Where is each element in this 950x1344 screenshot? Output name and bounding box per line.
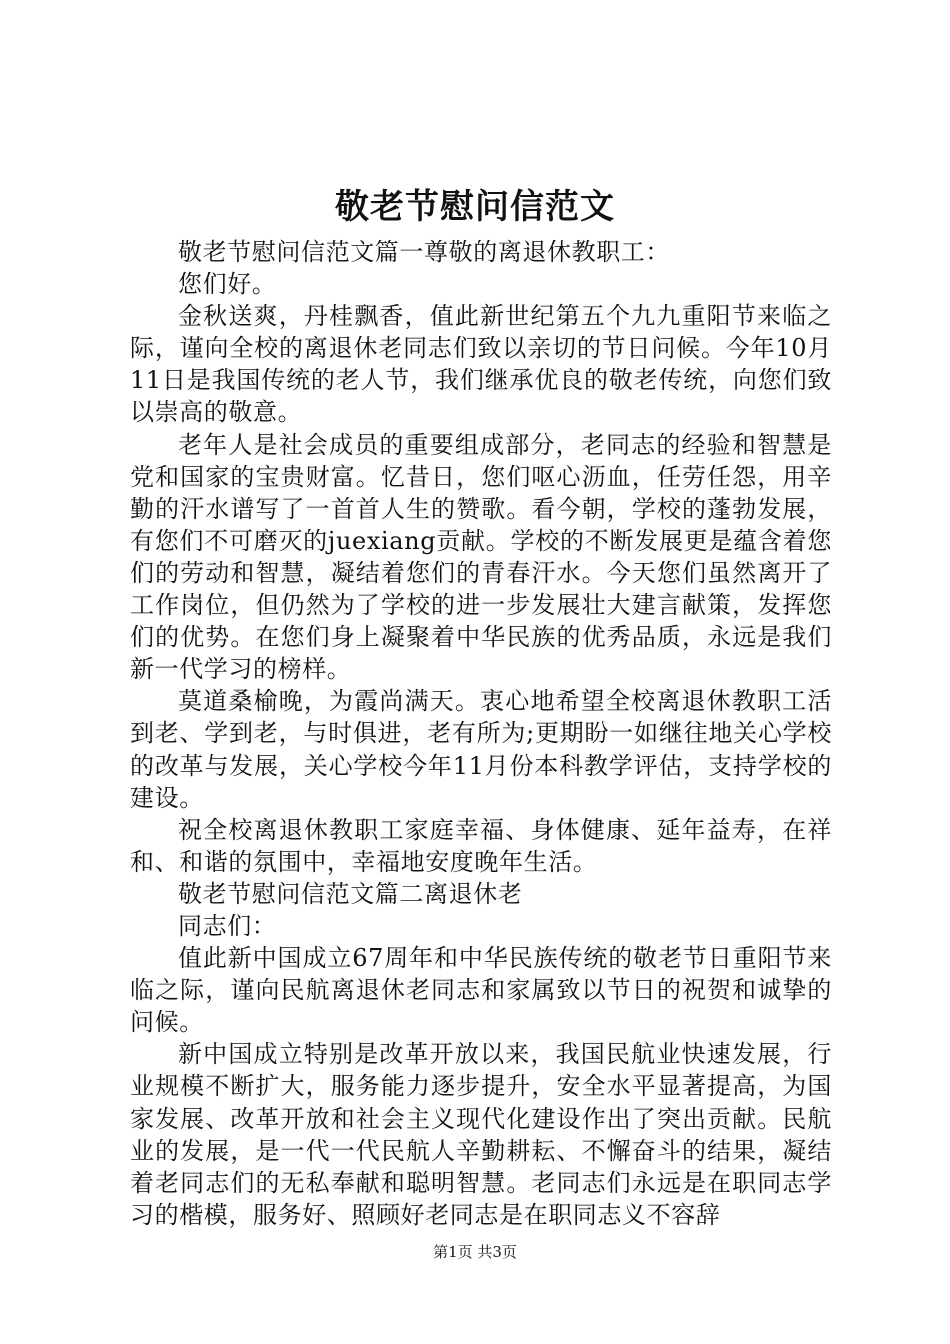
paragraph: 金秋送爽，丹桂飘香，值此新世纪第五个九九重阳节来临之际，谨向全校的离退休老同志们致以亲切的节日问候。今年10月11日是我国传统的老人节，我们继承优良的敬老传统，向您们致以崇高的敬意。 bbox=[130, 302, 832, 427]
paragraph: 新中国成立特别是改革开放以来，我国民航业快速发展，行业规模不断扩大，服务能力逐步提升，安全水平显著提高，为国家发展、改革开放和社会主义现代化建设作出了突出贡献。民航业的发展，是一代一代民航人辛勤耕耘、不懈奋斗的结果，凝结着老同志们的无私奉献和聪明智慧。老同志们永远是在职同志学习的楷模，服务好、照顾好老同志是在职同志义不容辞 bbox=[130, 1040, 832, 1229]
paragraph: 祝全校离退休教职工家庭幸福、身体健康、延年益寿，在祥和、和谐的氛围中，幸福地安度晚年生活。 bbox=[130, 815, 832, 876]
document-body bbox=[130, 236, 832, 1231]
paragraph: 值此新中国成立67周年和中华民族传统的敬老节日重阳节来临之际，谨向民航离退休老同志和家属致以节日的祝贺和诚挚的问候。 bbox=[130, 944, 832, 1037]
paragraph: 莫道桑榆晚，为霞尚满天。衷心地希望全校离退休教职工活到老、学到老，与时俱进，老有所为;更期盼一如继往地关心学校的改革与发展，关心学校今年11月份本科教学评估，支持学校的建设。 bbox=[130, 687, 832, 812]
document-title: 敬老节慰问信范文 bbox=[335, 187, 615, 227]
paragraph: 敬老节慰问信范文篇二离退休老 bbox=[178, 879, 523, 908]
paragraph: 同志们： bbox=[178, 911, 277, 940]
paragraph: 您们好。 bbox=[178, 270, 277, 299]
paragraph: 敬老节慰问信范文篇一尊敬的离退休教职工： bbox=[178, 238, 670, 266]
page-number-footer: 第1页 共3页 bbox=[433, 1243, 517, 1261]
paragraph: 老年人是社会成员的重要组成部分，老同志的经验和智慧是党和国家的宝贵财富。忆昔日，您们呕心沥血，任劳任怨，用辛勤的汗水谱写了一首首人生的赞歌。看今朝，学校的蓬勃发展，有您们不可磨灭的juexiang贡献。学校的不断发展更是蕴含着您们的劳动和智慧，凝结着您们的青春汗水。今天您们虽然离开了工作岗位，但仍然为了学校的进一步发展壮大建言献策，发挥您们的优势。在您们身上凝聚着中华民族的优秀品质，永远是我们新一代学习的榜样。 bbox=[130, 430, 832, 684]
